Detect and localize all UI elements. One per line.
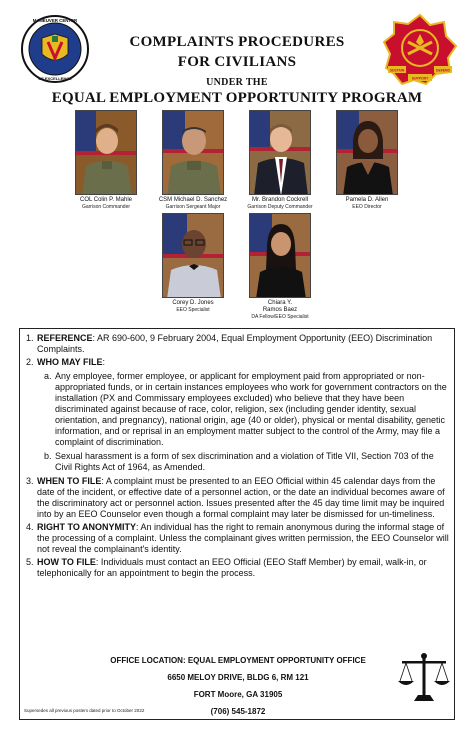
person-title: DA Fellow/EEO Specialist <box>251 314 309 320</box>
item-heading: REFERENCE <box>37 333 93 343</box>
svg-text:SUPPORT: SUPPORT <box>411 76 429 81</box>
office-address: 6650 MELOY DRIVE, BLDG 6, RM 121 <box>167 673 309 682</box>
svg-text:DEFEND: DEFEND <box>436 68 450 73</box>
eeo-specialist-photo <box>162 213 224 298</box>
item-text: : AR 690-600, 9 February 2004, Equal Employment Opportunity (EEO) Discrimination Complaints. <box>37 333 433 354</box>
portrait-eeo-specialist <box>150 213 236 313</box>
scales-of-justice-icon <box>396 651 452 703</box>
person-name: CSM Michael D. Sanchez <box>158 197 228 203</box>
list-item-how-to-file: 5. HOW TO FILE: Individuals must contact an EEO Official (EEO Staff Member) by email, walk-in, or telephonically for an appointment to begin the process. <box>26 557 427 578</box>
staff-portraits <box>0 110 474 328</box>
portrait-eeo-director <box>324 110 410 210</box>
person-name: Corey D. Jones <box>172 300 214 306</box>
procedure-list <box>26 333 450 581</box>
person-title: Garrison Deputy Commander <box>247 204 313 210</box>
complaint-procedures-panel <box>19 328 455 720</box>
poster-title-line2: FOR CIVILIANS <box>177 54 297 70</box>
svg-text:MANEUVER CENTER: MANEUVER CENTER <box>32 18 78 23</box>
portrait-commander <box>63 110 149 210</box>
item-text: : Individuals must contact an EEO Official (EEO Staff Member) by email, walk-in, or telephonically for an appointment to begin the process. <box>37 557 427 578</box>
office-phone: (706) 545-1872 <box>210 707 266 716</box>
person-title: EEO Director <box>352 204 382 210</box>
sub-item-a: a. Any employee, former employee, or applicant for employment paid from appropriated or non- appropriated funds, or in certain instances employees who work for government contractors on the installation (PX and Commissary employees excluded) who believe that they have been discriminated against because of race, color, religion, sex (including gender identity, sexual orientation, and pregnancy), national origin, age (40 or older), physical or mental disability, genetic information, and or reprisal in an employment matter subject to the control of the Army, may file a complaint of discrimination. <box>44 371 447 447</box>
supersedes-note: Supersedes all previous posters dated prior to October 2022 <box>24 708 145 713</box>
svg-text:OF EXCELLENCE: OF EXCELLENCE <box>38 76 72 81</box>
portrait-sergeant-major <box>150 110 236 210</box>
person-name: Chiara Y. <box>267 300 293 306</box>
item-text: : A complaint must be presented to an EEO Official within 45 calendar days from the date of the incident, or effective date of a personnel action, or the date an individual becomes aware of the discriminatory act or personnel action. Issues presented after the 45 day time limit may be inquired into by an EEO Counselor even though a formal complaint may later be dismissed for un-timeliness. <box>37 476 445 519</box>
person-name-line2: Ramos Baez <box>262 307 298 313</box>
person-name: Pamela D. Allen <box>345 197 389 203</box>
svg-text:SUSTAIN: SUSTAIN <box>389 68 405 73</box>
item-text: : An individual has the right to remain anonymous during the informal stage of the processing of a complaint. Unless the complainant gives written permission, the EEO Counselor will not reveal the complainant's identity. <box>37 522 449 554</box>
list-item-right-to-anonymity: 4. RIGHT TO ANONYMITY: An individual has the right to remain anonymous during the informal stage of the processing of a complaint. Unless the complainant gives written permission, the EEO Counselor will not reveal the complainant's identity. <box>26 522 449 554</box>
item-heading: WHO MAY FILE <box>37 357 103 367</box>
commander-photo <box>75 110 137 195</box>
item-heading: WHEN TO FILE <box>37 476 102 486</box>
person-title: Garrison Sergeant Major <box>165 204 221 210</box>
poster-header <box>0 0 474 110</box>
person-name: COL Colin P. Mahle <box>79 197 133 203</box>
deputy-commander-photo <box>249 110 311 195</box>
sub-item-b: b. Sexual harassment is a form of sex discrimination and a violation of Title VII, Section 703 of the Civil Rights Act of 1964, as Amended. <box>44 451 434 472</box>
portrait-deputy-commander <box>237 110 323 210</box>
poster-title-line1: COMPLAINTS PROCEDURES <box>129 34 345 50</box>
list-item-who-may-file: 2. WHO MAY FILE: a. Any employee, former employee, or applicant for employment paid from appropriated or non- appropriated funds, or in certain instances employees who work for government contractors on the installation (PX and Commissary employees excluded) who believe that they have been discriminated against because of race, color, religion, sex (including gender identity, sexual orientation, and pregnancy), national origin, age (40 or older), physical or mental disability, genetic information, and or reprisal in an employment matter subject to the control of the Army, may file a complaint of discrimination. b. Sexual harassment is a form of sex discrimination and a violation of Title VII, Section 703 of the Civil Rights Act of 1964, as Amended. <box>26 357 450 473</box>
office-name: OFFICE LOCATION: EQUAL EMPLOYMENT OPPORTUNITY OFFICE <box>110 656 366 665</box>
person-name: Mr. Brandon Cockrell <box>251 197 309 203</box>
item-heading: HOW TO FILE <box>37 557 96 567</box>
poster-title-line3: UNDER THE <box>206 77 268 88</box>
sergeant-major-photo <box>162 110 224 195</box>
poster-title-line4: EQUAL EMPLOYMENT OPPORTUNITY PROGRAM <box>51 90 423 106</box>
eeo-director-photo <box>336 110 398 195</box>
item-text: Sexual harassment is a form of sex discrimination and a violation of Title VII, Section 703 of the Civil Rights Act of 1964, as Amended. <box>55 451 434 472</box>
da-fellow-photo <box>249 213 311 298</box>
list-item-when-to-file: 3. WHEN TO FILE: A complaint must be presented to an EEO Official within 45 calendar days from the date of the incident, or effective date of a personnel action, or the date an individual becomes aware of the discriminatory act or personnel action. Issues presented after the 45 day time limit may be inquired into by an EEO Counselor even though a formal complaint may later be dismissed for un-timeliness. <box>26 476 445 519</box>
item-heading: RIGHT TO ANONYMITY <box>37 522 136 532</box>
person-title: EEO Specialist <box>176 307 210 313</box>
office-city: FORT Moore, GA 31905 <box>193 690 283 699</box>
list-item-reference: 1. REFERENCE: AR 690-600, 9 February 2004, Equal Employment Opportunity (EEO) Discrimination Complaints. <box>26 333 433 354</box>
person-title: Garrison Commander <box>81 204 131 210</box>
item-text: Any employee, former employee, or applicant for employment paid from appropriated or non- appropriated funds, or in certain instances employees who work for government contractors on the installation (PX and Commissary employees excluded) who believe that they have been discriminated against because of race, color, religion, sex (including gender identity, sexual orientation, and pregnancy), national origin, age (40 or older), physical or mental disability, genetic information, and or reprisal in an employment matter subject to the control of the Army, may file a complaint of discrimination. <box>55 371 447 447</box>
portrait-da-fellow <box>237 213 323 320</box>
